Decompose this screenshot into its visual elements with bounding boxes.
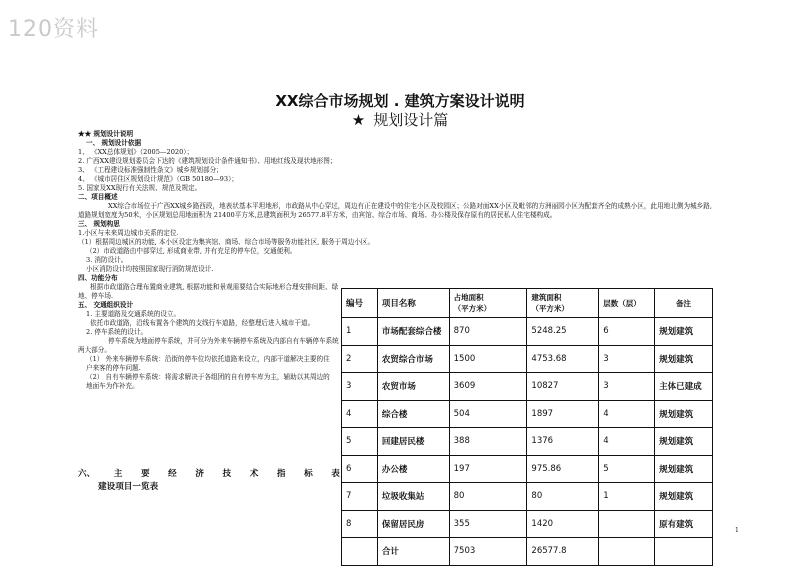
- table-row: [342, 373, 713, 401]
- cell-land-area: 355: [449, 510, 527, 538]
- cell-number: 7: [342, 483, 378, 511]
- cell-remarks: 规划建筑: [655, 483, 713, 511]
- cell-building-area: 975.86: [527, 455, 599, 483]
- cell-remarks: 规划建筑: [655, 345, 713, 373]
- cell-land-area: 197: [449, 455, 527, 483]
- traffic-item: （2） 自有车辆停车系统：将需求解决于各组团的自有停车库为主，辅助以其周边的地面车为作补充。: [86, 373, 330, 390]
- cell-number: 4: [342, 400, 378, 428]
- basis-heading: 一、 规划设计依据: [86, 139, 142, 147]
- cell-remarks: [655, 538, 713, 566]
- cell-floors: 6: [599, 318, 655, 346]
- cell-building-area: 10827: [527, 373, 599, 401]
- cell-number: 5: [342, 428, 378, 456]
- heading-char: 主: [113, 469, 123, 479]
- cell-building-area: 5248.25: [527, 318, 599, 346]
- cell-floors: [599, 538, 655, 566]
- table-row: [342, 483, 713, 511]
- concept-item: （2）市政道路由中部穿过, 形成商业带, 并有充足的停车位，交通便利。: [86, 247, 297, 255]
- overview-text: XX综合市场位于广西XX城乡路西段，地表状基本平坦地形，市政路从中心穿过，周边有正在建设中的住宅小区及校园区；公路对面XX小区及毗邻的方洲丽园小区为配套齐全的成熟小区，此用地北侧为城乡路,道路规划宽度为50米，小区规划总用地面积为 21400平方米,总建筑面积为 26577.8平方米，由宾馆、综合市场、商场、办公楼及保存原有的居民私人住宅楼构成。: [78, 202, 712, 219]
- cell-floors: 3: [599, 345, 655, 373]
- traffic-item: 依托市政道路，沿线布置各个建筑的支线行车道路，经整理后进入城市干道。: [90, 319, 315, 327]
- cell-remarks: 主体已建成: [655, 373, 713, 401]
- cell-number: 3: [342, 373, 378, 401]
- table-header-row: [342, 289, 713, 318]
- traffic-heading: 五、 交通组织设计: [78, 301, 134, 309]
- star-icon: ★: [351, 111, 366, 129]
- traffic-item: 停车系统为地面停车系统，并可分为外来车辆停车系统及内部自有车辆停车系统两大部分。: [78, 337, 339, 354]
- traffic-item: （1） 外来车辆停车系统：沿街的停车位均依托道路来设立，内部干道解决主要的住户来客的停车问题.: [86, 355, 330, 372]
- heading-char: 六、: [78, 469, 96, 479]
- concept-item: 1.小区与未来周边城市关系的定位.: [78, 229, 179, 237]
- heading-char: 济: [195, 469, 204, 479]
- zoning-text: 根据市政道路合理布置商业建筑, 根据功能和景观需要结合实际地形合理安排间距、绿地、停车场.: [78, 283, 339, 300]
- cell-land-area: 7503: [449, 538, 527, 566]
- cell-remarks: 原有建筑: [655, 510, 713, 538]
- watermark: 120资料: [8, 17, 99, 42]
- header-name: 项目名称: [377, 289, 449, 318]
- traffic-item: 1. 主要道路及交通系统的设立。: [86, 310, 181, 318]
- project-table: [341, 288, 713, 566]
- cell-remarks: 规划建筑: [655, 318, 713, 346]
- cell-land-area: 1500: [449, 345, 527, 373]
- table-row: [342, 428, 713, 456]
- basis-item: 1、 《XX总体规划》（2005—2020）；: [78, 148, 194, 156]
- cell-name: 综合楼: [377, 400, 449, 428]
- header-land-area: 占地面积 （平方米）: [449, 289, 527, 318]
- heading-char: 表: [331, 469, 340, 479]
- cell-floors: 3: [599, 373, 655, 401]
- cell-name: 保留居民房: [377, 510, 449, 538]
- cell-building-area: 1420: [527, 510, 599, 538]
- heading-char: 经: [168, 469, 177, 479]
- table-caption: 建设项目一览表: [98, 482, 159, 492]
- table-row: [342, 400, 713, 428]
- cell-building-area: 26577.8: [527, 538, 599, 566]
- cell-building-area: 4753.68: [527, 345, 599, 373]
- cell-number: 8: [342, 510, 378, 538]
- cell-remarks: 规划建筑: [655, 455, 713, 483]
- cell-land-area: 504: [449, 400, 527, 428]
- cell-floors: 5: [599, 455, 655, 483]
- cell-name: 市场配套综合楼: [377, 318, 449, 346]
- document-title: XX综合市场规划 . 建筑方案设计说明: [275, 92, 525, 110]
- cell-remarks: 规划建筑: [655, 400, 713, 428]
- cell-land-area: 870: [449, 318, 527, 346]
- zoning-heading: 四、功能分布: [78, 274, 118, 282]
- heading-char: 术: [249, 469, 259, 479]
- overview-heading: 二、项目概述: [78, 193, 118, 201]
- header-remarks: 备注: [655, 289, 713, 318]
- cell-building-area: 80: [527, 483, 599, 511]
- table-row: [342, 345, 713, 373]
- table-row: [342, 455, 713, 483]
- traffic-item: 2. 停车系统的设计。: [86, 328, 148, 336]
- cell-land-area: 388: [449, 428, 527, 456]
- heading-char: 要: [140, 469, 150, 479]
- table-row: [342, 510, 713, 538]
- document-subtitle: [0, 109, 800, 130]
- cell-name: 农贸综合市场: [377, 345, 449, 373]
- cell-name: 合计: [377, 538, 449, 566]
- concept-item: 3. 消防设计。: [86, 256, 128, 264]
- cell-name: 垃圾收集站: [377, 483, 449, 511]
- cell-land-area: 80: [449, 483, 527, 511]
- concept-item: （1）根据周边城区的功能, 本小区设定为集宾馆、商场、综合市场等服务功能社区, 服务于周边小区。: [78, 238, 375, 246]
- cell-number: [342, 538, 378, 566]
- cell-number: 2: [342, 345, 378, 373]
- cell-name: 回建居民楼: [377, 428, 449, 456]
- basis-item: 4、 《城市居住区规划设计规范》（GB 50180—93）；: [78, 175, 238, 183]
- header-number: 编号: [342, 289, 378, 318]
- section-heading: ★★ 规划设计说明: [78, 130, 134, 138]
- cell-number: 6: [342, 455, 378, 483]
- header-building-area: 建筑面积 （平方米）: [527, 289, 599, 318]
- indicator-heading: [78, 467, 340, 492]
- subtitle-text: 规划设计篇: [373, 111, 449, 129]
- heading-char: 技: [222, 469, 232, 479]
- concept-item: 小区消防设计均按照国家现行消防规范设计.: [86, 265, 214, 273]
- basis-item: 2. 广西XX建设规划委员会下达的《建筑规划设计条件通知书》、用地红线及现状地形图；: [78, 157, 337, 165]
- cell-floors: 4: [599, 400, 655, 428]
- cell-number: 1: [342, 318, 378, 346]
- cell-floors: 1: [599, 483, 655, 511]
- basis-item: 5. 国家及XX现行有关法规、规范及规定。: [78, 184, 202, 192]
- table-total-row: [342, 538, 713, 566]
- heading-char: 指: [276, 469, 286, 479]
- heading-char: 标: [304, 469, 313, 479]
- cell-name: 办公楼: [377, 455, 449, 483]
- cell-floors: [599, 510, 655, 538]
- cell-floors: 4: [599, 428, 655, 456]
- cell-building-area: 1897: [527, 400, 599, 428]
- header-floors: 层数（层）: [599, 289, 655, 318]
- cell-land-area: 3609: [449, 373, 527, 401]
- concept-heading: 三、 规划构思: [78, 220, 120, 228]
- basis-item: 3、 《工程建设标准强制性条文》城乡规划部分；: [78, 166, 223, 174]
- page-number: 1: [735, 527, 739, 534]
- cell-remarks: 规划建筑: [655, 428, 713, 456]
- table-row: [342, 318, 713, 346]
- cell-building-area: 1376: [527, 428, 599, 456]
- cell-name: 农贸市场: [377, 373, 449, 401]
